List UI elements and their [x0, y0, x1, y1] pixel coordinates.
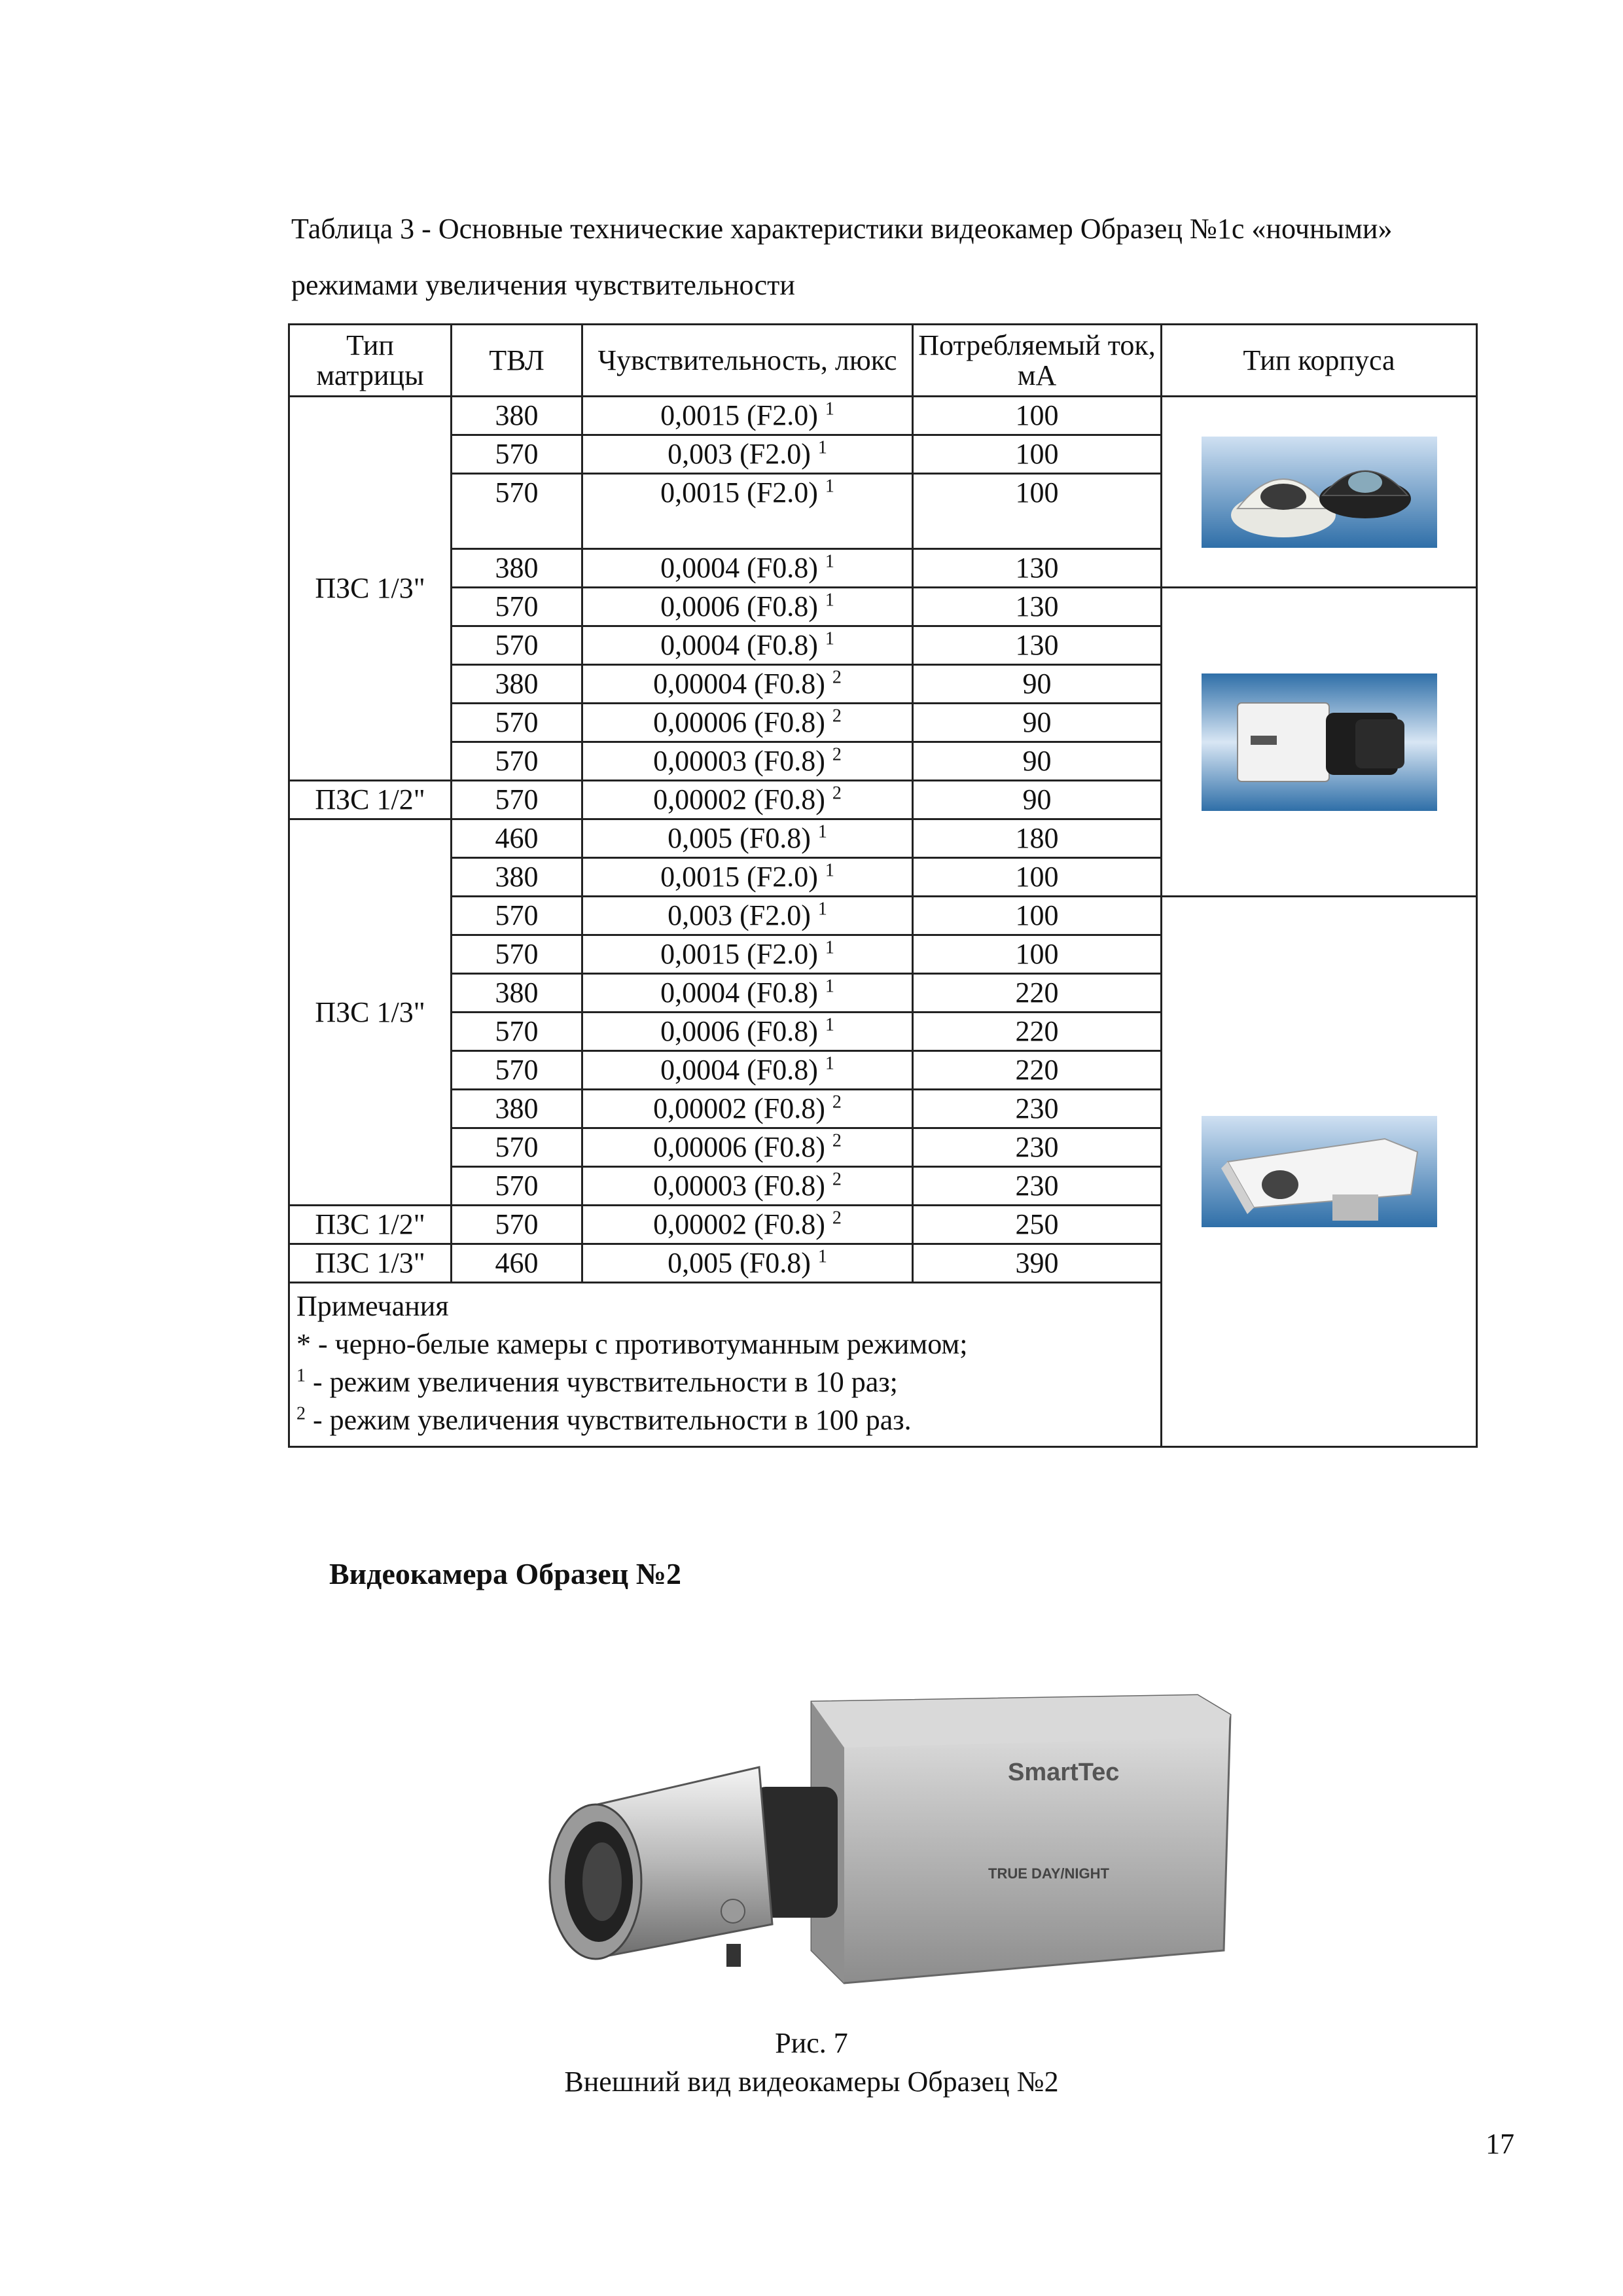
current-cell: 100: [913, 474, 1162, 549]
table-caption-line-1: Таблица 3 - Основные технические характеристики видеокамер Образец №1с «ночными»: [291, 213, 1393, 245]
tvl-cell: 570: [452, 742, 582, 781]
note-1-mark: 1: [296, 1365, 306, 1386]
tvl-cell: 380: [452, 1090, 582, 1128]
note-2: [296, 1401, 1469, 1439]
sensitivity-value: 0,00002 (F0.8): [653, 1092, 825, 1124]
header-housing: Тип корпуса: [1162, 325, 1477, 397]
sensitivity-value: 0,00003 (F0.8): [653, 745, 825, 777]
tvl-cell: 570: [452, 1013, 582, 1051]
sensitivity-cell: [582, 474, 913, 549]
note-1-text: - режим увеличения чувствительности в 10 раз;: [306, 1366, 898, 1398]
sensitivity-value: 0,003 (F2.0): [668, 438, 811, 470]
tvl-cell: 460: [452, 1244, 582, 1283]
tvl-cell: 460: [452, 819, 582, 858]
sensitivity-value: 0,0015 (F2.0): [660, 476, 818, 509]
sensitivity-cell: [582, 1167, 913, 1206]
footnote-mark: 1: [825, 1053, 834, 1074]
sensitivity-value: 0,0015 (F2.0): [660, 399, 818, 431]
current-cell: 90: [913, 665, 1162, 704]
tvl-cell: 380: [452, 549, 582, 588]
footnote-mark: 2: [832, 783, 842, 804]
sensitivity-value: 0,0015 (F2.0): [660, 938, 818, 970]
sensitivity-cell: [582, 1206, 913, 1244]
box-camera-photo: [1202, 673, 1437, 811]
table-row: [289, 897, 1477, 935]
footnote-mark: 2: [832, 1130, 842, 1151]
footnote-mark: 1: [825, 937, 834, 958]
tvl-cell: 570: [452, 1051, 582, 1090]
footnote-mark: 1: [825, 860, 834, 881]
sensitivity-cell: [582, 1013, 913, 1051]
tvl-cell: 570: [452, 588, 582, 626]
current-cell: 90: [913, 742, 1162, 781]
sensitivity-value: 0,0004 (F0.8): [660, 1054, 818, 1086]
current-cell: 220: [913, 1013, 1162, 1051]
tvl-cell: 380: [452, 665, 582, 704]
sensitivity-cell: [582, 742, 913, 781]
sensitivity-cell: [582, 935, 913, 974]
table-header-row: [289, 325, 1477, 397]
sensitivity-value: 0,00006 (F0.8): [653, 1131, 825, 1163]
sensitivity-cell: [582, 974, 913, 1013]
sensitivity-value: 0,0006 (F0.8): [660, 1015, 818, 1047]
table-row: [289, 397, 1477, 435]
figure-number: Рис. 7: [775, 2027, 848, 2059]
current-cell: 230: [913, 1128, 1162, 1167]
sensitivity-value: 0,0004 (F0.8): [660, 552, 818, 584]
sensitivity-cell: [582, 858, 913, 897]
footnote-mark: 1: [825, 628, 834, 649]
footnote-mark: 2: [832, 744, 842, 765]
current-cell: 130: [913, 549, 1162, 588]
current-cell: 230: [913, 1167, 1162, 1206]
current-cell: 90: [913, 781, 1162, 819]
notes-title: Примечания: [296, 1290, 449, 1322]
matrix-cell: ПЗС 1/3": [289, 1244, 452, 1283]
sensitivity-value: 0,005 (F0.8): [668, 1247, 811, 1279]
figure-title: Внешний вид видеокамеры Образец №2: [564, 2066, 1059, 2098]
sensitivity-cell: [582, 1090, 913, 1128]
current-cell: 180: [913, 819, 1162, 858]
tvl-cell: 380: [452, 974, 582, 1013]
camera-photo: [537, 1676, 1237, 2016]
current-cell: 100: [913, 897, 1162, 935]
header-matrix: Тип матрицы: [289, 325, 452, 397]
sensitivity-cell: [582, 1244, 913, 1283]
current-cell: 130: [913, 626, 1162, 665]
tvl-cell: 380: [452, 858, 582, 897]
sensitivity-cell: [582, 1051, 913, 1090]
sensitivity-value: 0,00002 (F0.8): [653, 1208, 825, 1240]
sensitivity-cell: [582, 819, 913, 858]
sensitivity-value: 0,00003 (F0.8): [653, 1170, 825, 1202]
tvl-cell: 570: [452, 897, 582, 935]
table-caption-line-2: режимами увеличения чувствительности: [291, 269, 795, 301]
sensitivity-cell: [582, 626, 913, 665]
spec-table: [288, 323, 1478, 1448]
sensitivity-cell: [582, 781, 913, 819]
camera-label: TRUE DAY/NIGHT: [988, 1865, 1109, 1882]
footnote-mark: 1: [825, 590, 834, 611]
current-cell: 90: [913, 704, 1162, 742]
footnote-mark: 1: [817, 821, 827, 842]
current-cell: 220: [913, 974, 1162, 1013]
sensitivity-cell: [582, 704, 913, 742]
tvl-cell: 570: [452, 1167, 582, 1206]
current-cell: 250: [913, 1206, 1162, 1244]
current-cell: 100: [913, 858, 1162, 897]
current-cell: 230: [913, 1090, 1162, 1128]
page-number: 17: [1486, 2128, 1514, 2160]
footnote-mark: 2: [832, 1092, 842, 1113]
tvl-cell: 570: [452, 935, 582, 974]
housing-image-cell: [1162, 397, 1477, 588]
tvl-cell: 380: [452, 397, 582, 435]
sensitivity-cell: [582, 435, 913, 474]
sensitivity-cell: [582, 588, 913, 626]
footnote-mark: 1: [825, 1014, 834, 1035]
tvl-cell: 570: [452, 626, 582, 665]
housing-image-cell: [1162, 588, 1477, 897]
sensitivity-value: 0,0006 (F0.8): [660, 590, 818, 622]
sensitivity-cell: [582, 665, 913, 704]
tvl-cell: 570: [452, 704, 582, 742]
tvl-cell: 570: [452, 781, 582, 819]
notes-row: [289, 1283, 1477, 1447]
sensitivity-value: 0,0015 (F2.0): [660, 861, 818, 893]
matrix-cell: ПЗС 1/2": [289, 1206, 452, 1244]
sensitivity-value: 0,00002 (F0.8): [653, 783, 825, 816]
note-star: * - черно-белые камеры с противотуманным режимом;: [296, 1328, 968, 1360]
dome-camera-photo: [1202, 437, 1437, 548]
outdoor-camera-photo: [1202, 1116, 1437, 1227]
sensitivity-cell: [582, 1128, 913, 1167]
current-cell: 220: [913, 1051, 1162, 1090]
header-sensitivity: Чувствительность, люкс: [582, 325, 913, 397]
footnote-mark: 1: [817, 1246, 827, 1267]
matrix-cell: ПЗС 1/3": [289, 397, 452, 781]
sensitivity-value: 0,0004 (F0.8): [660, 977, 818, 1009]
note-1: [296, 1363, 1469, 1401]
sensitivity-value: 0,003 (F2.0): [668, 899, 811, 931]
footnote-mark: 1: [817, 437, 827, 458]
footnote-mark: 2: [832, 706, 842, 726]
tvl-cell: 570: [452, 1128, 582, 1167]
notes-cell: [289, 1283, 1477, 1447]
sensitivity-cell: [582, 897, 913, 935]
sensitivity-value: 0,00006 (F0.8): [653, 706, 825, 738]
footnote-mark: 1: [817, 899, 827, 920]
header-current: Потребляемый ток, мА: [913, 325, 1162, 397]
camera-brand: SmartTec: [1008, 1759, 1120, 1786]
sensitivity-value: 0,0004 (F0.8): [660, 629, 818, 661]
current-cell: 100: [913, 435, 1162, 474]
tvl-cell: 570: [452, 435, 582, 474]
current-cell: 390: [913, 1244, 1162, 1283]
sensitivity-cell: [582, 397, 913, 435]
table-row: [289, 588, 1477, 626]
tvl-cell: 570: [452, 1206, 582, 1244]
footnote-mark: 1: [825, 399, 834, 420]
current-cell: 130: [913, 588, 1162, 626]
matrix-cell: ПЗС 1/3": [289, 819, 452, 1206]
matrix-cell: ПЗС 1/2": [289, 781, 452, 819]
note-2-mark: 2: [296, 1403, 306, 1424]
sensitivity-cell: [582, 549, 913, 588]
footnote-mark: 1: [825, 976, 834, 997]
header-tvl: ТВЛ: [452, 325, 582, 397]
footnote-mark: 1: [825, 476, 834, 497]
footnote-mark: 2: [832, 1208, 842, 1229]
sensitivity-value: 0,00004 (F0.8): [653, 668, 825, 700]
note-2-text: - режим увеличения чувствительности в 100 раз.: [306, 1404, 912, 1436]
footnote-mark: 2: [832, 667, 842, 688]
footnote-mark: 2: [832, 1169, 842, 1190]
footnote-mark: 1: [825, 551, 834, 572]
section-heading: Видеокамера Образец №2: [329, 1557, 682, 1590]
current-cell: 100: [913, 935, 1162, 974]
current-cell: 100: [913, 397, 1162, 435]
sensitivity-value: 0,005 (F0.8): [668, 822, 811, 854]
tvl-cell: 570: [452, 474, 582, 549]
